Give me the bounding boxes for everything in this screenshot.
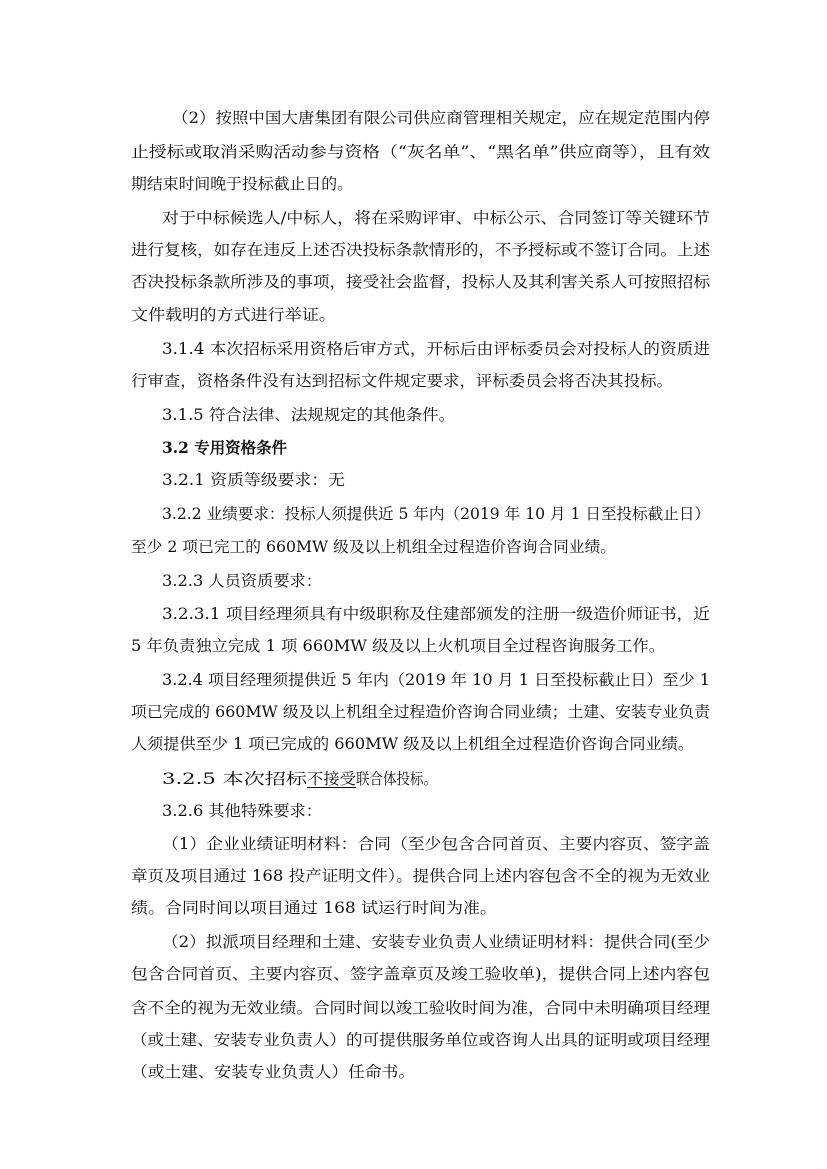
line-text: 至少 2 项已完工的 660MW 级及以上机组全过程造价咨询合同业绩。 bbox=[131, 538, 616, 556]
line-text: 对于中标候选人/中标人，将在采购评审、中标公示、合同签订等关键环节 bbox=[162, 209, 710, 227]
line-text: （2）按照中国大唐集团有限公司供应商管理相关规定，应在规定范围内停 bbox=[172, 109, 710, 127]
line-text: 5 年负责独立完成 1 项 660MW 级及以上火机项目全过程咨询服务工作。 bbox=[131, 637, 665, 655]
text-line bbox=[0, 137, 827, 167]
line-text: 联合体投标。 bbox=[356, 770, 437, 788]
text-line bbox=[0, 861, 827, 891]
line-text: （1）企业业绩证明材料：合同（至少包含合同首页、主要内容页、签字盖 bbox=[162, 835, 710, 853]
text-line bbox=[0, 532, 827, 562]
line-text: 3.2.5 本次招标 bbox=[162, 770, 307, 788]
text-line bbox=[0, 1057, 827, 1087]
line-text: 进行复核，如存在违反上述否决投标条款情形的，不予授标或不签订合同。上述 bbox=[131, 241, 710, 259]
underlined-text: 不接受 bbox=[307, 770, 356, 788]
line-text: 3.2.3 人员资质要求： bbox=[162, 572, 322, 590]
line-text: 3.2.3.1 项目经理须具有中级职称及住建部颁发的注册一级造价师证书，近 bbox=[162, 605, 710, 623]
line-text: 含不全的视为无效业绩。合同时间以竣工验收时间为准，合同中未明确项目经理 bbox=[131, 999, 710, 1017]
line-text: 章页及项目通过 168 投产证明文件）。提供合同上述内容包含不全的视为无效业 bbox=[131, 867, 710, 885]
text-line bbox=[0, 334, 827, 364]
line-text: 人须提供至少 1 项已完成的 660MW 级及以上机组全过程造价咨询合同业绩。 bbox=[131, 735, 694, 753]
text-line bbox=[0, 1025, 827, 1055]
text-line bbox=[0, 796, 827, 826]
line-text: 包含合同首页、主要内容页、签字盖章页及竣工验收单)，提供合同上述内容包 bbox=[131, 965, 710, 983]
text-line bbox=[0, 959, 827, 989]
text-line bbox=[0, 764, 827, 794]
line-text: 3.1.4 本次招标采用资格后审方式，开标后由评标委员会对投标人的资质进 bbox=[162, 340, 710, 358]
text-line bbox=[0, 993, 827, 1023]
text-line bbox=[0, 169, 827, 199]
line-text: 项已完成的 660MW 级及以上机组全过程造价咨询合同业绩；土建、安装专业负责 bbox=[131, 703, 710, 721]
line-text: （2）拟派项目经理和土建、安装专业负责人业绩证明材料：提供合同(至少 bbox=[162, 933, 710, 951]
section-heading bbox=[0, 433, 827, 463]
line-text: 文件载明的方式进行举证。 bbox=[131, 306, 336, 324]
text-line bbox=[0, 235, 827, 265]
text-line bbox=[0, 300, 827, 330]
text-line bbox=[0, 465, 827, 495]
text-line bbox=[0, 599, 827, 629]
line-text: 3.2.6 其他特殊要求： bbox=[162, 802, 322, 820]
line-text: （或土建、安装专业负责人）任命书。 bbox=[131, 1063, 415, 1081]
text-line bbox=[0, 366, 827, 396]
text-line bbox=[0, 893, 827, 923]
section-heading-text: 3.2 专用资格条件 bbox=[162, 438, 287, 457]
line-text: 3.2.4 项目经理须提供近 5 年内（2019 年 10 月 1 日至投标截止日）至少 1 bbox=[162, 671, 710, 689]
text-line bbox=[0, 697, 827, 727]
text-line bbox=[0, 729, 827, 759]
text-line bbox=[0, 400, 827, 430]
line-text: 行审查，资格条件没有达到招标文件规定要求，评标委员会将否决其投标。 bbox=[131, 372, 673, 390]
text-line bbox=[0, 267, 827, 297]
text-line bbox=[0, 103, 827, 133]
line-text: 3.2.1 资质等级要求：无 bbox=[162, 471, 345, 489]
line-text: 3.1.5 符合法律、法规规定的其他条件。 bbox=[162, 406, 455, 424]
text-line bbox=[0, 566, 827, 596]
text-line bbox=[0, 203, 827, 233]
line-text: 否决投标条款所涉及的事项，接受社会监督，投标人及其利害关系人可按照招标 bbox=[131, 273, 710, 291]
line-text: （或土建、安装专业负责人）的可提供服务单位或咨询人出具的证明或项目经理 bbox=[131, 1031, 710, 1049]
text-line bbox=[0, 665, 827, 695]
line-text: 止授标或取消采购活动参与资格（“灰名单”、“黑名单”供应商等），且有效 bbox=[131, 143, 710, 161]
text-line bbox=[0, 631, 827, 661]
line-text: 期结束时间晚于投标截止日的。 bbox=[131, 175, 353, 193]
text-line bbox=[0, 829, 827, 859]
line-text: 3.2.2 业绩要求：投标人须提供近 5 年内（2019 年 10 月 1 日至投标截止日） bbox=[162, 505, 710, 523]
text-line bbox=[0, 927, 827, 957]
text-line bbox=[0, 499, 827, 529]
line-text: 绩。合同时间以项目通过 168 试运行时间为准。 bbox=[131, 899, 497, 917]
